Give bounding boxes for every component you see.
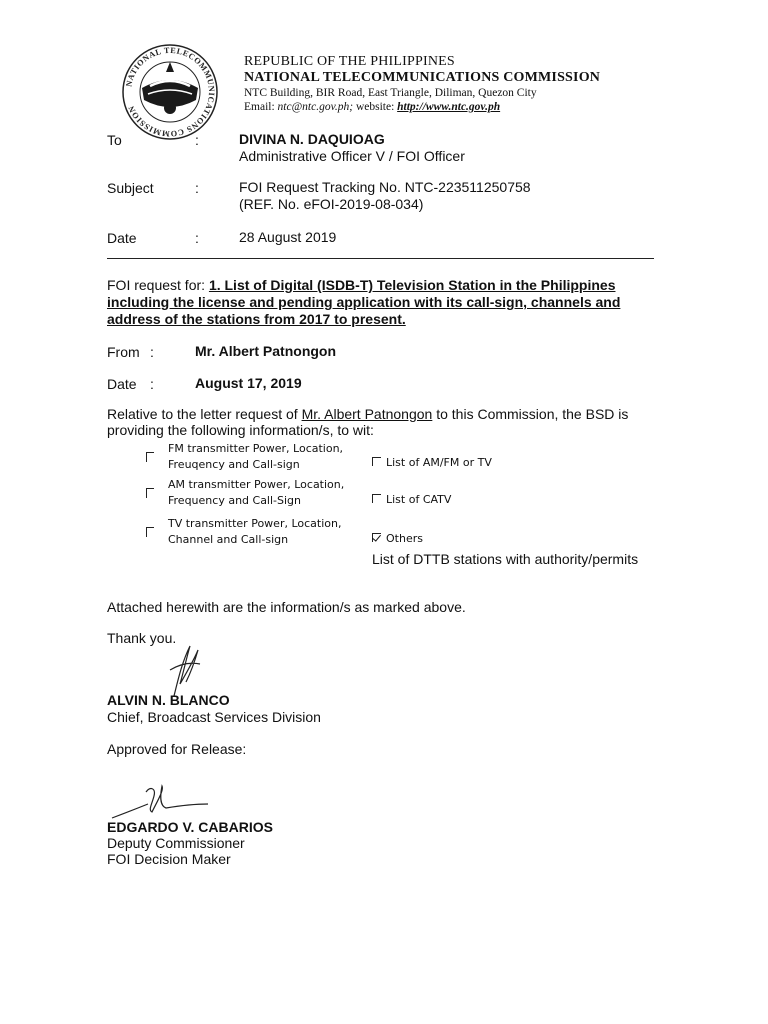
date-label: Date [107,230,137,246]
relative-paragraph [107,406,663,438]
website-label: website: [355,101,395,113]
others-option[interactable] [372,531,423,547]
to-colon: : [195,132,199,148]
list-catv-checkbox[interactable] [372,494,381,503]
para-start: Relative to the letter request of [107,406,298,422]
foi-request-prefix: FOI request for: [107,277,206,293]
from-colon: : [150,344,154,360]
from-label: From [107,344,140,360]
am-option-box[interactable] [146,485,154,503]
to-label: To [107,132,122,148]
subject-colon: : [195,180,199,196]
foi-request [107,277,663,328]
list-amfm-label: List of AM/FM or TV [386,456,492,469]
others-detail: List of DTTB stations with authority/permits [372,551,639,567]
email-label: Email: [244,101,275,113]
foi-request-text: 1. List of Digital (ISDB-T) Television Station in the Philippines including the license and pending application with its call-sign, channels and address of the stations from 2017 to present. [107,277,621,327]
seal-ring-text: NATIONAL TELECOMMUNICATIONS COMMISSION [124,45,217,139]
others-checkbox[interactable] [372,533,381,542]
to-title: Administrative Officer V / FOI Officer [239,148,465,164]
am-option-line1: AM transmitter Power, Location, [168,478,345,491]
list-amfm-checkbox[interactable] [372,457,381,466]
second-signatory-name: EDGARDO V. CABARIOS [107,819,273,835]
para-requester-name: Mr. Albert Patnongon [301,406,433,422]
attached-note: Attached herewith are the information/s as marked above. [107,599,466,615]
thank-you: Thank you. [107,630,177,646]
subject-label: Subject [107,180,154,196]
request-date-colon: : [150,376,154,392]
to-name: DIVINA N. DAQUIOAG [239,131,385,147]
subject-line-2: (REF. No. eFOI-2019-08-034) [239,196,424,212]
list-catv-option[interactable] [372,492,451,508]
first-signatory-name: ALVIN N. BLANCO [107,692,230,708]
tv-option-line1: TV transmitter Power, Location, [168,517,342,530]
header-contact [244,101,500,113]
date-value: 28 August 2019 [239,229,337,245]
second-signatory-title-2: FOI Decision Maker [107,851,231,867]
am-option-line2: Frequency and Call-Sign [168,494,302,507]
from-value: Mr. Albert Patnongon [195,343,337,359]
signature-cabarios [108,782,218,822]
tv-option-box[interactable] [146,524,154,542]
tv-option-line2: Channel and Call-sign [168,533,289,546]
fm-option-line1: FM transmitter Power, Location, [168,442,344,455]
others-label: Others [386,532,423,545]
first-signatory-title: Chief, Broadcast Services Division [107,709,321,725]
second-signatory-title-1: Deputy Commissioner [107,835,245,851]
header-republic: REPUBLIC OF THE PHILIPPINES [244,54,455,69]
list-catv-label: List of CATV [386,493,452,506]
fm-option-box[interactable] [146,449,154,467]
fm-option-line2: Freuqency and Call-sign [168,458,300,471]
request-date-value: August 17, 2019 [195,375,302,391]
signature-blanco [160,640,210,698]
para-end: to this Commission, the BSD is providing the following information/s, to wit: [107,406,629,438]
subject-line-1: FOI Request Tracking No. NTC-223511250758 [239,179,531,195]
ntc-seal-logo [120,42,220,142]
header-divider [107,258,654,259]
email-address: ntc@ntc.gov.ph; [277,101,354,113]
request-date-label: Date [107,376,137,392]
header-agency-name: NATIONAL TELECOMMUNICATIONS COMMISSION [244,70,601,85]
date-colon: : [195,230,199,246]
website-link[interactable]: http://www.ntc.gov.ph [397,101,501,113]
list-amfm-option[interactable] [372,455,492,471]
approved-for-release: Approved for Release: [107,741,247,757]
header-address: NTC Building, BIR Road, East Triangle, Diliman, Quezon City [244,87,537,99]
